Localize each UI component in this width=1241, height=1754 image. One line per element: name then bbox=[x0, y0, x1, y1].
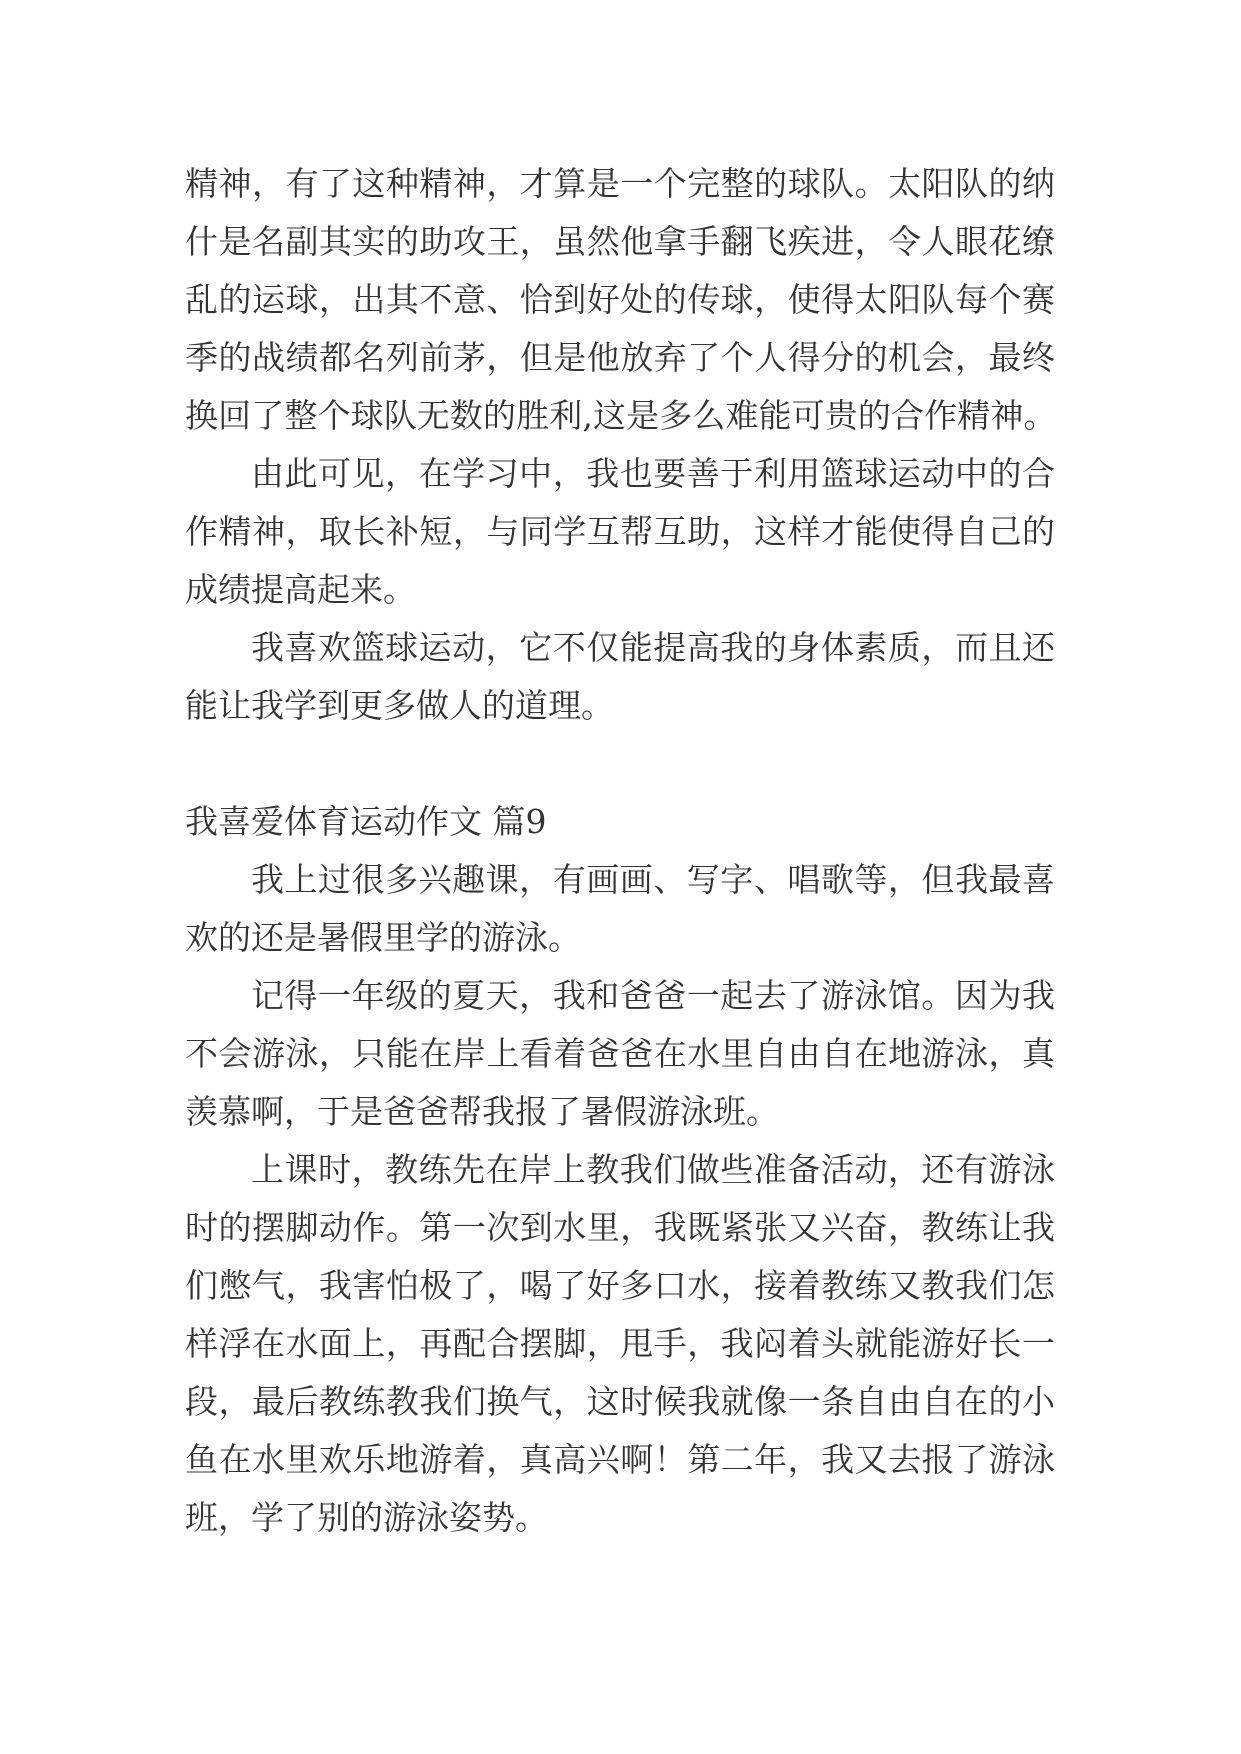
text-line: 季的战绩都名列前茅，但是他放弃了个人得分的机会，最终 bbox=[185, 338, 1055, 377]
text-line: 班，学了别的游泳姿势。 bbox=[185, 1498, 548, 1537]
text-line: 精神，有了这种精神，才算是一个完整的球队。太阳队的纳 bbox=[185, 164, 1055, 203]
text-line: 成绩提高起来。 bbox=[185, 570, 416, 609]
text-line: 们憋气，我害怕极了，喝了好多口水，接着教练又教我们怎 bbox=[185, 1266, 1055, 1305]
text-line: 欢的还是暑假里学的游泳。 bbox=[185, 918, 581, 957]
text-line: 鱼在水里欢乐地游着，真高兴啊！第二年，我又去报了游泳 bbox=[185, 1440, 1055, 1479]
text-line: 段，最后教练教我们换气，这时候我就像一条自由自在的小 bbox=[185, 1382, 1055, 1421]
text-line: 乱的运球，出其不意、恰到好处的传球，使得太阳队每个赛 bbox=[185, 280, 1055, 319]
text-line: 由此可见，在学习中，我也要善于利用篮球运动中的合 bbox=[251, 454, 1055, 493]
text-line: 样浮在水面上，再配合摆脚，甩手，我闷着头就能游好长一 bbox=[185, 1324, 1055, 1363]
text-line: 我上过很多兴趣课，有画画、写字、唱歌等，但我最喜 bbox=[251, 860, 1055, 899]
text-line: 时的摆脚动作。第一次到水里，我既紧张又兴奋，教练让我 bbox=[185, 1208, 1055, 1247]
text-line: 换回了整个球队无数的胜利,这是多么难能可贵的合作精神。 bbox=[185, 396, 1055, 435]
text-line: 不会游泳，只能在岸上看着爸爸在水里自由自在地游泳，真 bbox=[185, 1034, 1055, 1073]
text-line: 能让我学到更多做人的道理。 bbox=[185, 686, 614, 725]
paragraph-swimming-lessons bbox=[185, 1141, 1056, 1547]
text-line: 什是名副其实的助攻王，虽然他拿手翻飞疾进，令人眼花缭 bbox=[185, 222, 1055, 261]
essay-section-heading: 我喜爱体育运动作文 篇9 bbox=[185, 802, 547, 841]
paragraph-swimming-pool-visit bbox=[185, 967, 1056, 1141]
paragraph-basketball-teamwork bbox=[185, 155, 1056, 445]
text-line: 作精神，取长补短，与同学互帮互助，这样才能使得自己的 bbox=[185, 512, 1055, 551]
paragraph-basketball-conclusion bbox=[185, 619, 1056, 735]
text-line: 记得一年级的夏天，我和爸爸一起去了游泳馆。因为我 bbox=[251, 976, 1055, 1015]
paragraph-lesson-from-basketball bbox=[185, 445, 1056, 619]
text-line: 羡慕啊，于是爸爸帮我报了暑假游泳班。 bbox=[185, 1092, 779, 1131]
text-line: 上课时，教练先在岸上教我们做些准备活动，还有游泳 bbox=[251, 1150, 1055, 1189]
paragraph-hobby-classes bbox=[185, 851, 1056, 967]
text-line: 我喜欢篮球运动，它不仅能提高我的身体素质，而且还 bbox=[251, 628, 1055, 667]
